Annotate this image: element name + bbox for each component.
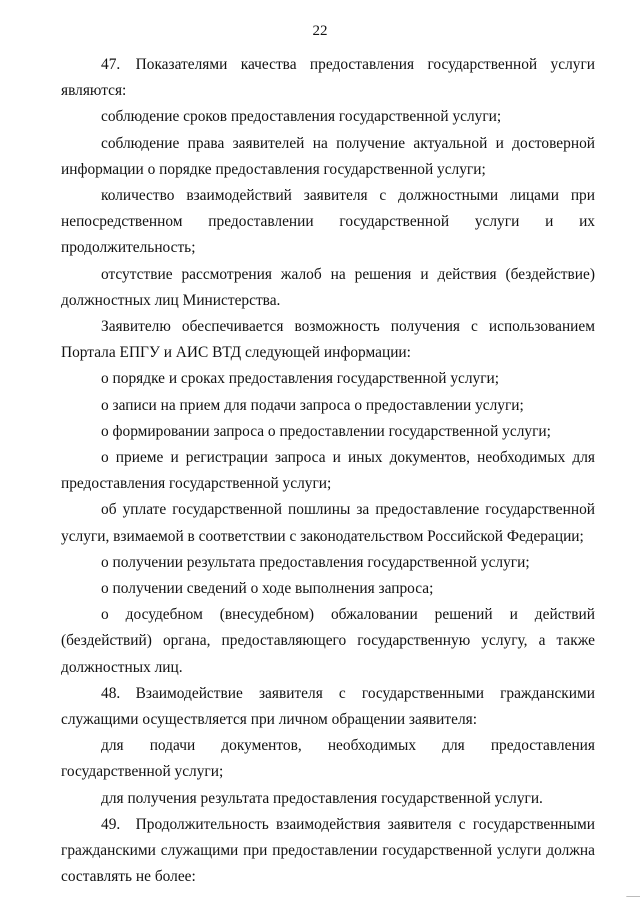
list-item: соблюдение права заявителей на получение актуальной и достоверной информации о порядке предоставления государственной услуги; [61,134,595,178]
list-item: о приеме и регистрации запроса и иных документов, необходимых для предоставления государственной услуги; [61,449,595,493]
scan-edge-mark [621,896,640,905]
list-item: о формировании запроса о предоставлении государственной услуги; [101,422,551,440]
list-item: о записи на прием для подачи запроса о предоставлении услуги; [101,396,524,414]
page-number: 22 [312,23,328,39]
list-item: о порядке и сроках предоставления государственной услуги; [101,370,500,388]
paragraph-info-intro: Заявителю обеспечивается возможность получения с использованием Портала ЕПГУ и АИС ВТД следующей информации: [61,318,595,362]
list-item: количество взаимодействий заявителя с должностными лицами при непосредственном предоставлении государственной услуги и их продолжительность; [61,187,595,257]
list-item: об уплате государственной пошлины за предоставление государственной услуги, взимаемой в соответствии с законодательством Российской Федерации; [61,501,595,545]
list-item: соблюдение сроков предоставления государственной услуги; [101,108,502,126]
paragraph-47-intro: 47. Показателями качества предоставления государственной услуги являются: [61,56,595,100]
list-item: о получении сведений о ходе выполнения запроса; [101,580,434,598]
list-item: для подачи документов, необходимых для предоставления государственной услуги; [61,737,595,781]
list-item: о получении результата предоставления государственной услуги; [101,553,530,571]
paragraph-49-intro: 49. Продолжительность взаимодействия заявителя с государственными гражданскими служащими при предоставлении государственной услуги должна составлять не более: [61,815,595,886]
paragraph-48-intro: 48. Взаимодействие заявителя с государственными гражданскими служащими осуществляется при личном обращении заявителя: [61,684,595,729]
list-item: о досудебном (внесудебном) обжаловании решений и действий (бездействий) органа, предоставляющего государственную услугу, а также должностных лиц. [61,606,595,676]
list-item: для получения результата предоставления государственной услуги. [101,789,543,807]
list-item: отсутствие рассмотрения жалоб на решения и действия (бездействие) должностных лиц Министерства. [61,265,595,309]
document-body [61,52,595,891]
